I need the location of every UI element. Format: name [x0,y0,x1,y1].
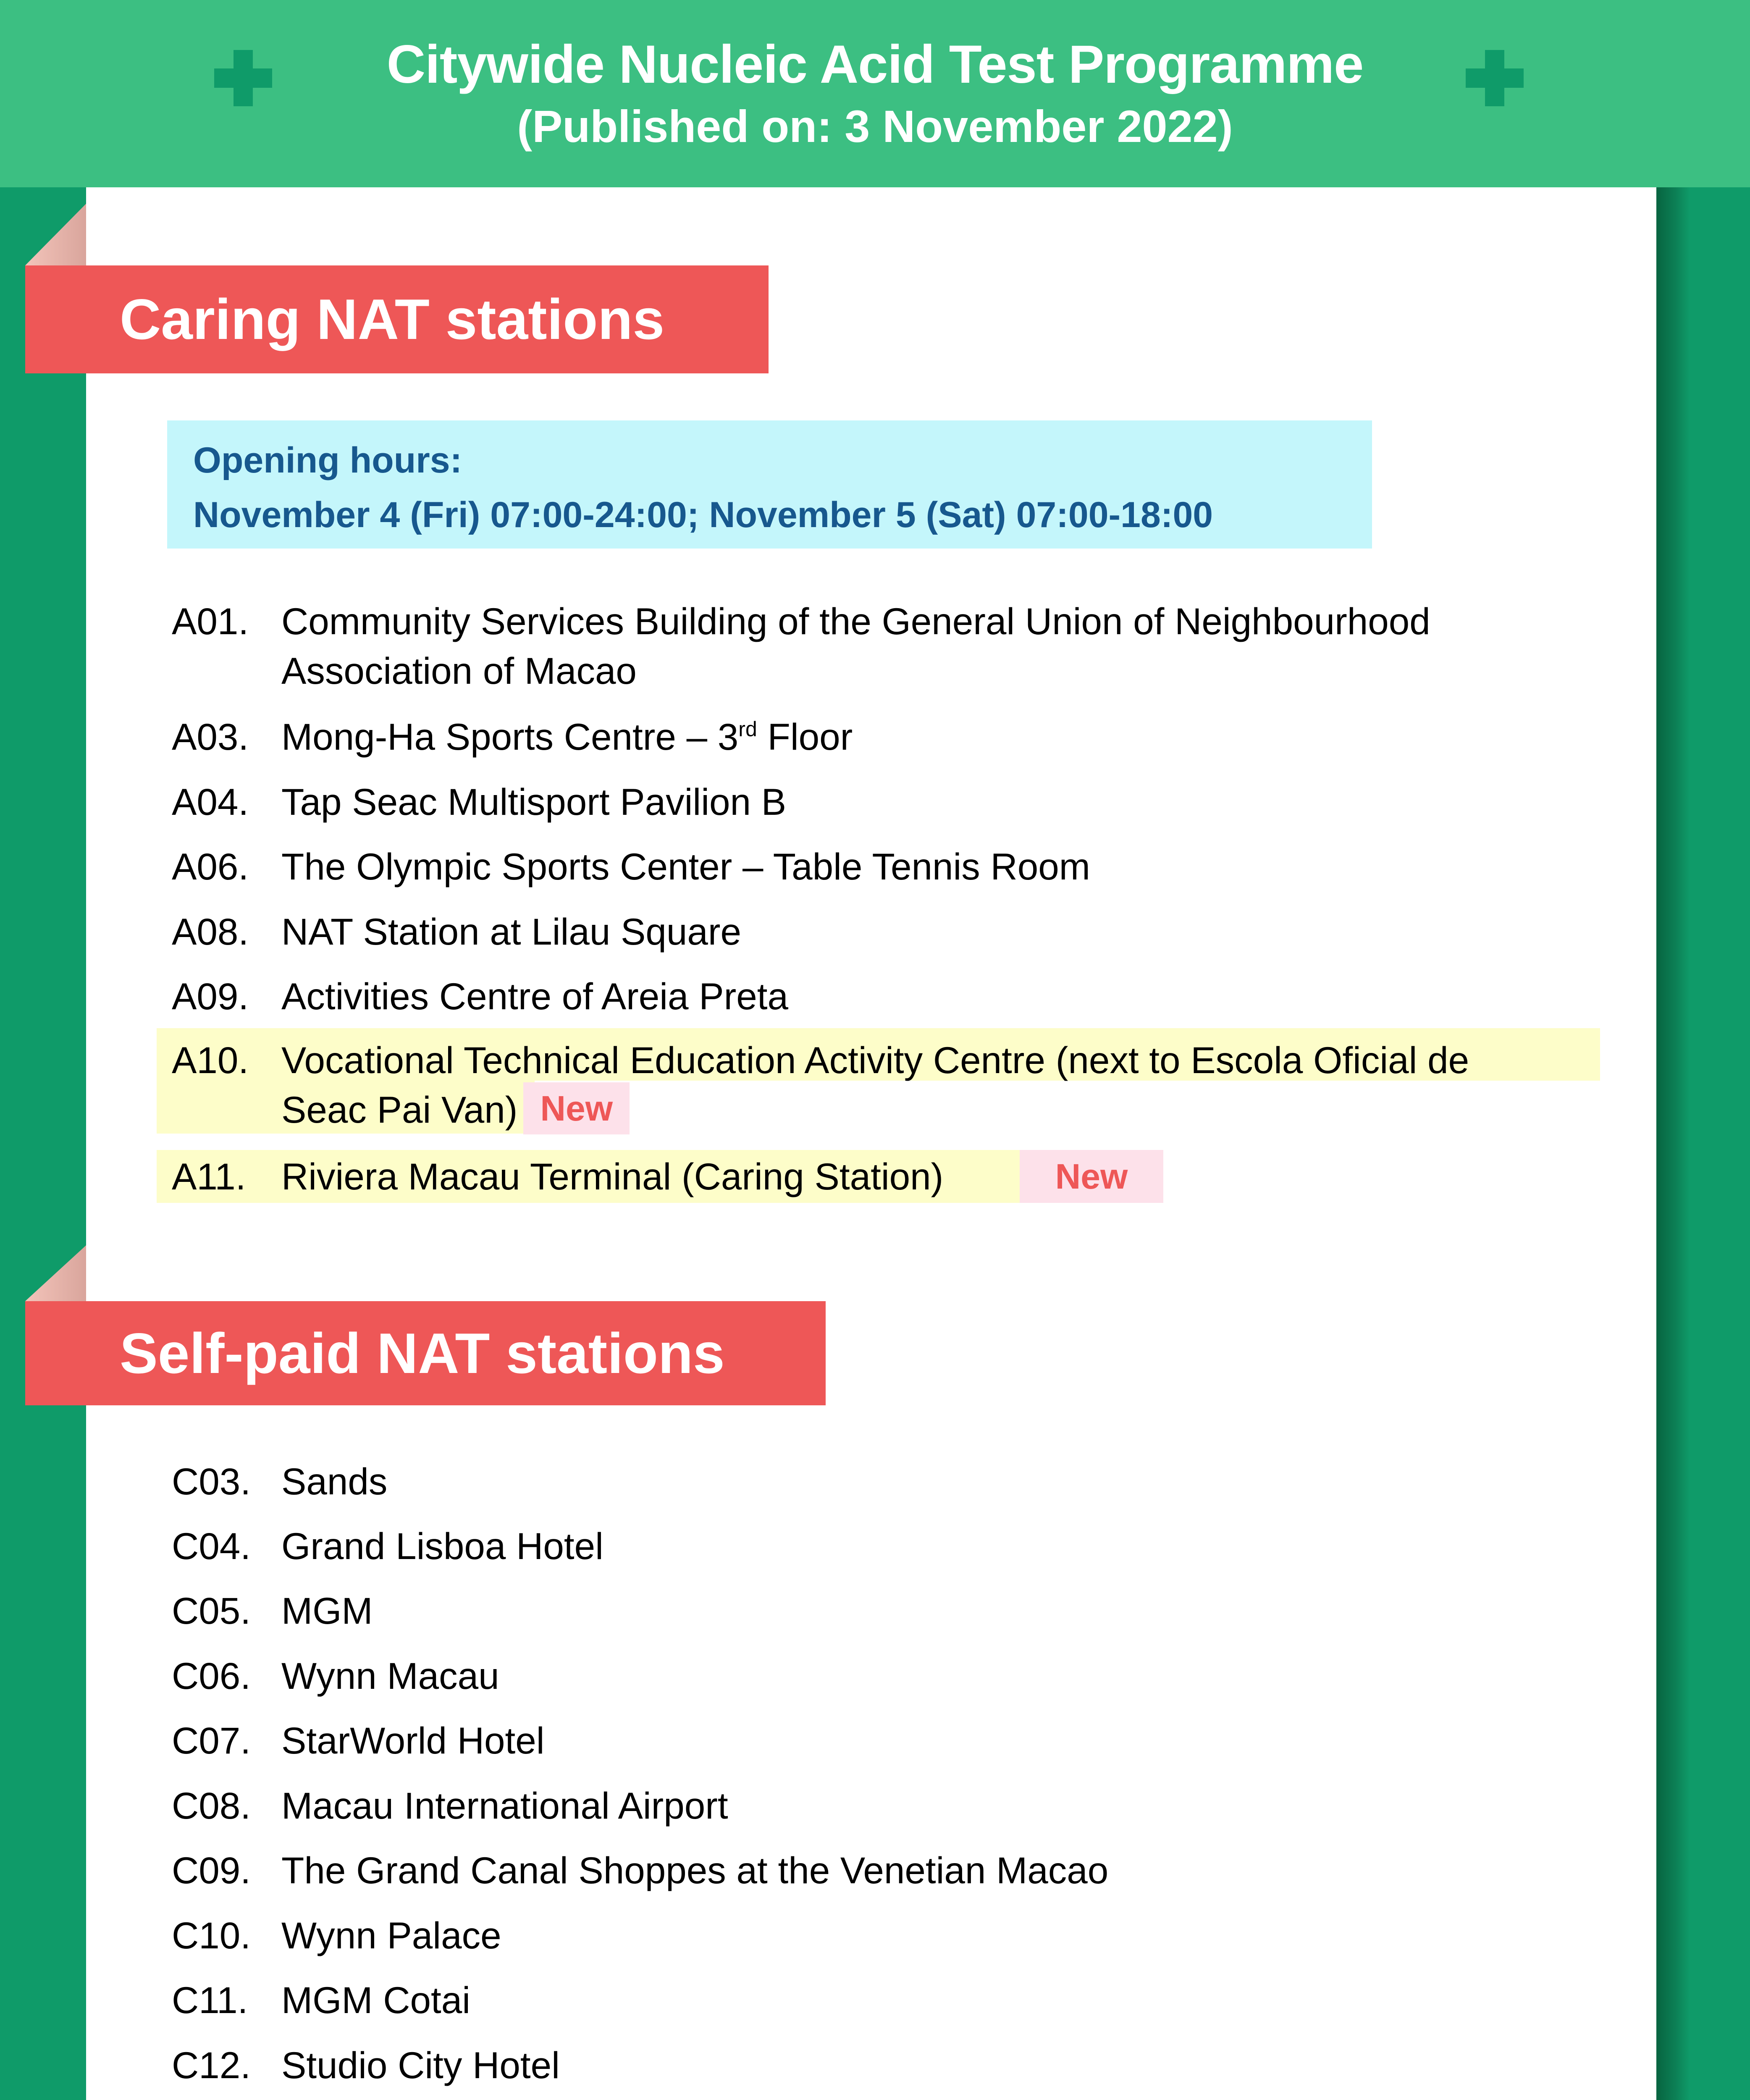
station-name: MGM [281,1590,373,1632]
station-code: A01. [172,600,249,642]
station-name: Studio City Hotel [281,2044,560,2086]
published-date: (Published on: 3 November 2022) [517,101,1233,152]
station-name: MGM Cotai [281,1979,470,2021]
station-code: C10. [172,1914,251,1956]
section-heading-selfpaid: Self-paid NAT stations [25,1301,826,1405]
new-badge: New [1020,1150,1163,1203]
section-heading-caring: Caring NAT stations [25,265,769,373]
station-name-continued: Association of Macao [281,650,637,692]
station-code: C07. [172,1719,251,1761]
header-banner [0,0,1750,187]
opening-hours-value: November 4 (Fri) 07:00-24:00; November 5 (Sat) 07:00-18:00 [193,495,1213,535]
opening-hours-label: Opening hours: [193,440,462,480]
station-name: Wynn Palace [281,1914,501,1956]
station-code: C03. [172,1460,251,1502]
station-name: Tap Seac Multisport Pavilion B [281,781,787,823]
station-name: Wynn Macau [281,1655,499,1697]
station-name: Sands [281,1460,388,1502]
station-name: Riviera Macau Terminal (Caring Station) [281,1155,944,1197]
left-green-strip [0,187,86,2100]
station-name: StarWorld Hotel [281,1719,545,1761]
station-code: A03. [172,716,249,758]
station-name [281,712,853,761]
station-name: Vocational Technical Education Activity Centre (next to Escola Oficial de [281,1039,1469,1081]
station-name-continued [281,1085,630,1134]
station-code: A09. [172,975,249,1017]
station-code: C05. [172,1590,251,1632]
station-code: A08. [172,911,249,953]
new-badge: New [523,1082,630,1134]
right-green-strip [1656,187,1750,2100]
station-code: A11. [172,1155,246,1197]
station-code: C12. [172,2044,251,2086]
station-code: C11. [172,1979,248,2021]
ordinal-suffix: rd [738,717,757,741]
station-name-text: Floor [757,716,853,758]
station-name: Community Services Building of the General Union of Neighbourhood [281,600,1430,642]
station-name: The Olympic Sports Center – Table Tennis Room [281,845,1090,887]
station-code: C04. [172,1525,251,1567]
station-code: C06. [172,1655,251,1697]
opening-hours-box [167,420,1372,549]
page-title: Citywide Nucleic Acid Test Programme [386,34,1364,94]
station-code: C09. [172,1849,251,1891]
station-name: Macau International Airport [281,1785,728,1827]
station-name: NAT Station at Lilau Square [281,911,742,953]
station-code: A04. [172,781,249,823]
station-name: Activities Centre of Areia Preta [281,975,788,1017]
list-item [157,596,1585,697]
station-name: Grand Lisboa Hotel [281,1525,603,1567]
station-code: A06. [172,845,249,887]
station-name-text: Mong-Ha Sports Centre – 3 [281,716,739,758]
station-name-text: Seac Pai Van) [281,1089,518,1131]
station-code: C08. [172,1785,251,1827]
plus-cross-icon [1466,50,1524,106]
station-code: A10. [172,1039,249,1081]
station-name: The Grand Canal Shoppes at the Venetian Macao [281,1849,1109,1891]
